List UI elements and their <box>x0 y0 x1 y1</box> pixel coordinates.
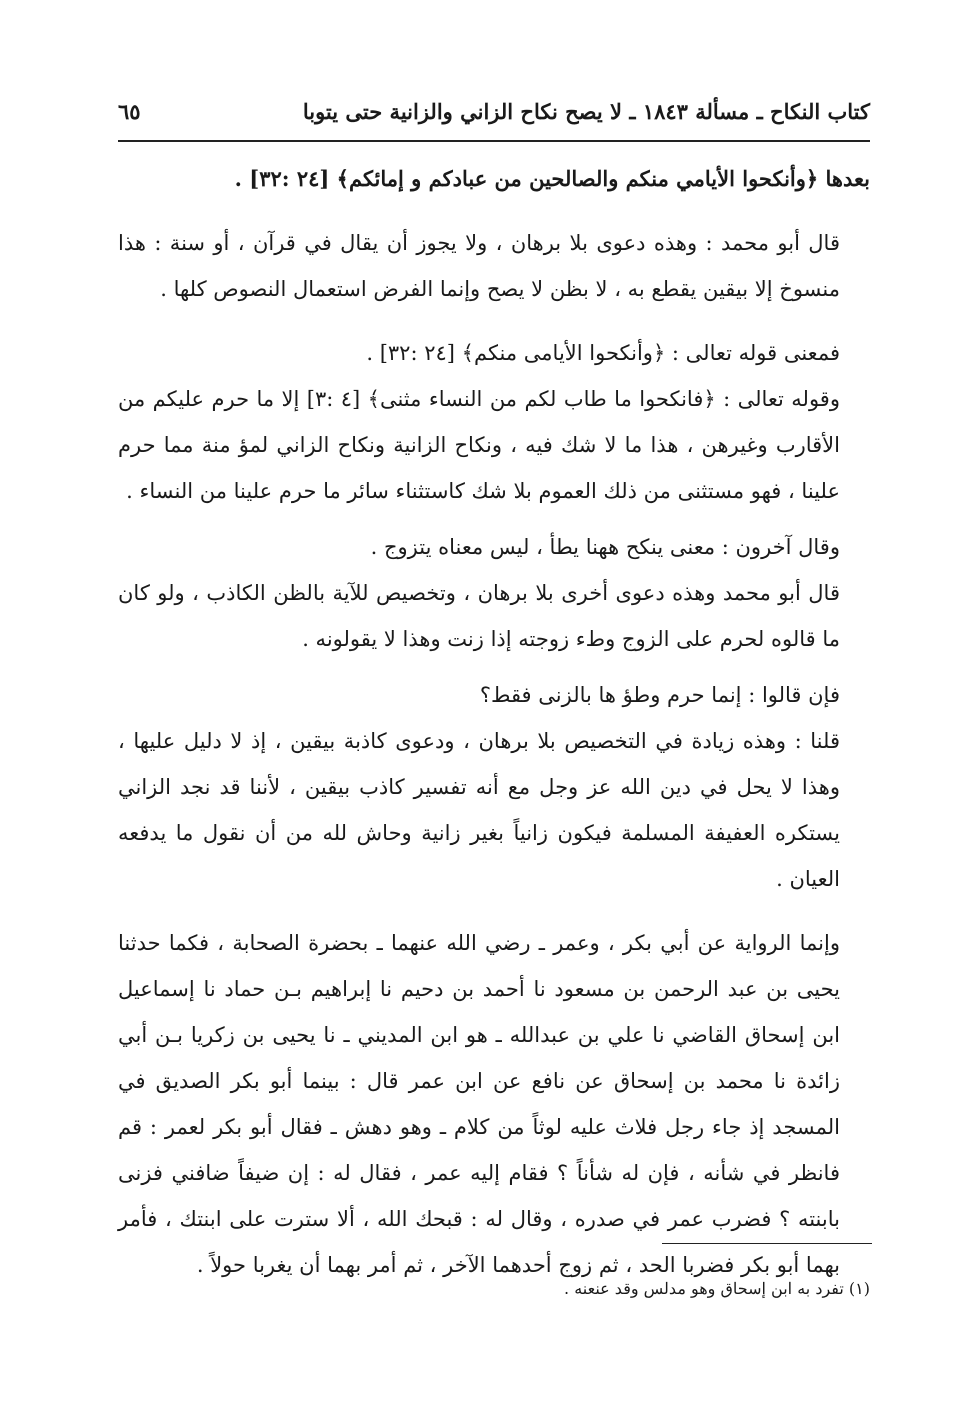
paragraph-objection: فإن قالوا : إنما حرم وطؤ ها بالزنى فقط؟ <box>479 683 840 707</box>
footnote: (١) تفرد به ابن إسحاق وهو مدلس وقد عنعنه . <box>564 1279 870 1298</box>
paragraph-abu-muhammad-1: قال أبو محمد : وهذه دعوى بلا برهان ، ولا يجوز أن يقال في قرآن ، أو سنة : هذا منسوخ إلا بيقين يقطع به ، لا بظن لا يصح وإنما الفرض استعمال النصوص كلها . <box>118 231 840 301</box>
running-title: كتاب النكاح ـ مسألة ١٨٤٣ ـ لا يصح نكاح الزاني والزانية حتى يتوبا <box>302 99 870 124</box>
paragraph-reply: قلنا : وهذه زيادة في التخصيص بلا برهان ، ودعوى كاذبة بيقين ، إذ لا دليل عليها ، وهذا لا يحل في دين الله عز وجل مع أنه تفسير كاذب بيقين ، لأننا قد نجد الزاني يستكره العفيفة المسلمة فيكون زانياً بغير زانية وحاش لله من أن نقول ما يدفعه العيان . <box>118 729 840 891</box>
main-text <box>118 156 870 1288</box>
paragraph-narration: وإنما الرواية عن أبي بكر ، وعمر ـ رضي الله عنهما ـ بحضرة الصحابة ، فكما حدثنا يحيى بن عبد الرحمن بن مسعود نا أحمد بن دحيم نا إبراهيم بـن حماد نا إسماعيل ابن إسحاق القاضي نا علي بن عبدالله ـ هو ابن المديني ـ نا يحيى بن زكريا بـن أبي زائدة نا محمد بن إسحاق عن نافع عن ابن عمر قال : بينما أبو بكر الصديق في المسجد إذ جاء رجل فلاث عليه لوثاً من كلام ـ وهو دهش ـ فقال أبو بكر لعمر : قم فانظر في شأنه ، فإن له شأناً ؟ فقام إليه عمر ، فقال له : إن ضيفاً ضافني فزنى بابنته ؟ فضرب عمر في صدره ، وقال له : قبحك الله ، ألا سترت على ابنتك ، فأمر بهما أبو بكر فضربا الحد ، ثم زوج أحدهما الآخر ، ثم أمر بهما أن يغربا حولاً . <box>118 931 840 1277</box>
paragraph-others-said: وقال آخرون : معنى ينكح ههنا يطأ ، ليس معناه يتزوج . <box>370 535 840 559</box>
header-divider <box>118 140 870 142</box>
paragraph-abu-muhammad-2: قال أبو محمد وهذه دعوى أخرى بلا برهان ، وتخصيص للآية بالظن الكاذب ، ولو كان ما قالوه لحرم على الزوج وطء زوجته إذا زنت وهذا لا يقولونه . <box>118 581 840 651</box>
paragraph-verse-ending: بعدها ﴿وأنكحوا الأيامي منكم والصالحين من عبادكم و إمائكم﴾ [٢٤ :٣٢] . <box>234 166 870 191</box>
page-number: ٦٥ <box>118 99 141 124</box>
paragraph-verse-nisa: وقوله تعالى : ﴿فانكحوا ما طاب لكم من النساء مثنى﴾ [٤ :٣] إلا ما حرم عليكم من الأقارب وغيرهن ، هذا ما لا شك فيه ، ونكاح الزانية ونكاح الزاني لمؤ منة مما حرم علينا ، فهو مستثنى من ذلك العموم بلا شك كاستثناء سائر ما حرم علينا من النساء . <box>118 387 840 503</box>
page-header <box>118 84 870 124</box>
footnote-divider <box>662 1243 872 1244</box>
paragraph-verse-meaning: فمعنى قوله تعالى : ﴿وأنكحوا الأيامى منكم﴾ [٢٤ :٣٢] . <box>366 341 840 365</box>
